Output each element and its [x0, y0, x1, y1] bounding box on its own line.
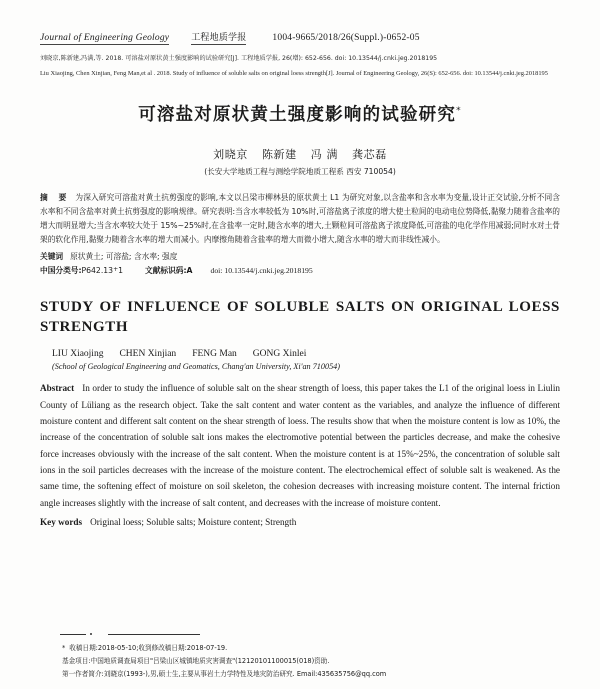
footnote-funding: 基金项目:中国地质调查局项目"吕梁山区城镇地质灾害调查"(12120101100015(018)资助.	[62, 657, 330, 666]
author-english: GONG Xinlei	[252, 349, 307, 360]
clc-superscript: +	[113, 265, 119, 273]
authors-chinese	[40, 146, 560, 162]
keywords-chinese-value: 原状黄土; 可溶盐; 含水率; 强度	[70, 251, 178, 261]
author-chinese: 冯 满	[310, 147, 339, 161]
clc-value: P642.13	[81, 265, 114, 275]
doi-text: doi: 10.13544/j.cnki.jeg.2018195	[210, 265, 313, 275]
journal-name-chinese: 工程地质学报	[191, 30, 246, 45]
author-chinese: 刘晓京	[213, 147, 248, 161]
journal-name-english: Journal of Engineering Geology	[40, 33, 170, 43]
abstract-chinese	[40, 191, 560, 248]
clc-value-tail: 1	[118, 265, 123, 275]
affiliation-english: (School of Geological Engineering and Geomatics, Chang'an University, Xi'an 710054)	[52, 362, 340, 372]
citation-chinese: 刘晓京,陈新建,冯满,等. 2018. 可溶盐对原状黄土强度影响的试验研究[J]. 工程地质学报, 26(增): 652-656. doi: 10.13544/j.cnki.jeg.2018195	[40, 55, 438, 62]
classification-line	[40, 264, 560, 278]
author-chinese: 龚芯磊	[352, 147, 387, 161]
title-footnote-marker: *	[456, 105, 462, 116]
citation-block	[40, 54, 560, 79]
footnote-divider	[40, 633, 560, 635]
author-english: LIU Xiaojing	[52, 349, 104, 360]
abstract-chinese-label: 摘 要	[40, 192, 71, 202]
footnote-author-bio: 第一作者简介:刘晓京(1993-),男,硕士生,主要从事岩土力学特性及地灾防治研究. Email:435635756@qq.com	[62, 670, 387, 679]
keywords-english	[40, 514, 560, 530]
document-code-value: A	[186, 265, 193, 275]
keywords-english-value: Original loess; Soluble salts; Moisture content; Strength	[90, 517, 297, 528]
footnote-marker-symbol: *	[62, 644, 66, 653]
footnote-received-text: 收稿日期:2018-05-10;收到修改稿日期:2018-07-19.	[69, 644, 228, 653]
document-code-label: 文献标识码:	[145, 265, 187, 275]
footnote-list	[40, 642, 560, 681]
divider-segment-long	[108, 634, 200, 635]
affiliation-chinese: (长安大学地质工程与测绘学院地质工程系 西安 710054)	[204, 166, 396, 176]
divider-dot	[90, 633, 92, 635]
author-english: CHEN Xinjian	[119, 349, 177, 360]
page-title-chinese	[40, 101, 560, 126]
abstract-english	[40, 380, 560, 511]
footnote-received	[62, 642, 560, 655]
citation-english: Liu Xiaojing, Chen Xinjian, Feng Man,et al . 2018. Study of influence of soluble salts on original loess strength[J]. Journal of Engineering Geology, 26(S): 652-656. doi: 10.13544/j.cnki.jeg.2018195	[40, 69, 548, 77]
abstract-english-body: In order to study the influence of soluble salt on the shear strength of loess, this paper takes the L1 of the original loess in Liulin County of Lüliang as the research object. Take the salt content and water content as the variables, and analyze the influence of different moisture content and different salt content on the shear strength of loess. The results show that when the moisture content is low as 10%, the increase of the concentration of soluble salt ions makes the electromotive potential between the particles decrease, and make the cohesive force increases obviously with the increase of the salt content. When the moisture content is at 15%~25%, the concentration of soluble salt ions in the soil particles decreases with the increase of the moisture content. The electrochemical effect of soluble salt is weakened. As the same time, the softening effect of moisture on soil skeleton, the cohesion decreases with increasing moisture content. The internal friction angle increases slightly with the increase of salt content, and decreases with the increase of moisture content.	[40, 383, 560, 508]
abstract-english-label: Abstract	[40, 383, 75, 394]
running-head	[40, 30, 560, 45]
author-english: FENG Man	[192, 349, 237, 360]
abstract-chinese-body: 为深入研究可溶盐对黄土抗剪强度的影响,本文以吕梁市柳林县的原状黄土 L1 为研究对象,以含盐率和含水率为变量,设计正交试验,分析不同含水率和不同含盐率对黄土抗剪强度的影响规律。研究表明:当含水率较低为 10%时,可溶盐离子浓度的增大使土粒间的电动电位势降低,黏聚力随着含盐率的增大而明显增大;当含水率较大处于 15%~25%时,在含盐率一定时,随含水率的增大,土颗粒间可溶盐离子浓度降低,可溶盐的电化学作用减弱;同时水对土骨架的软化作用,黏聚力随着含水率的增大而减小。内摩擦角随着含盐率的增大而微小增大,随含水率的增大而非线性减小。	[40, 192, 560, 245]
issn-article-id: 1004-9665/2018/26(Suppl.)-0652-05	[272, 33, 420, 43]
keywords-chinese	[40, 250, 560, 264]
author-chinese: 陈新建	[261, 147, 297, 161]
clc-label: 中国分类号:	[40, 265, 82, 275]
divider-segment-short	[60, 634, 86, 635]
authors-english	[40, 349, 560, 359]
title-chinese-text: 可溶盐对原状黄土强度影响的试验研究	[138, 104, 457, 125]
keywords-english-label: Key words	[40, 517, 83, 528]
footnote-area	[40, 633, 560, 681]
keywords-chinese-label: 关键词	[40, 251, 64, 261]
page-title-english: STUDY OF INFLUENCE OF SOLUBLE SALTS ON ORIGINAL LOESS STRENGTH	[40, 299, 560, 335]
